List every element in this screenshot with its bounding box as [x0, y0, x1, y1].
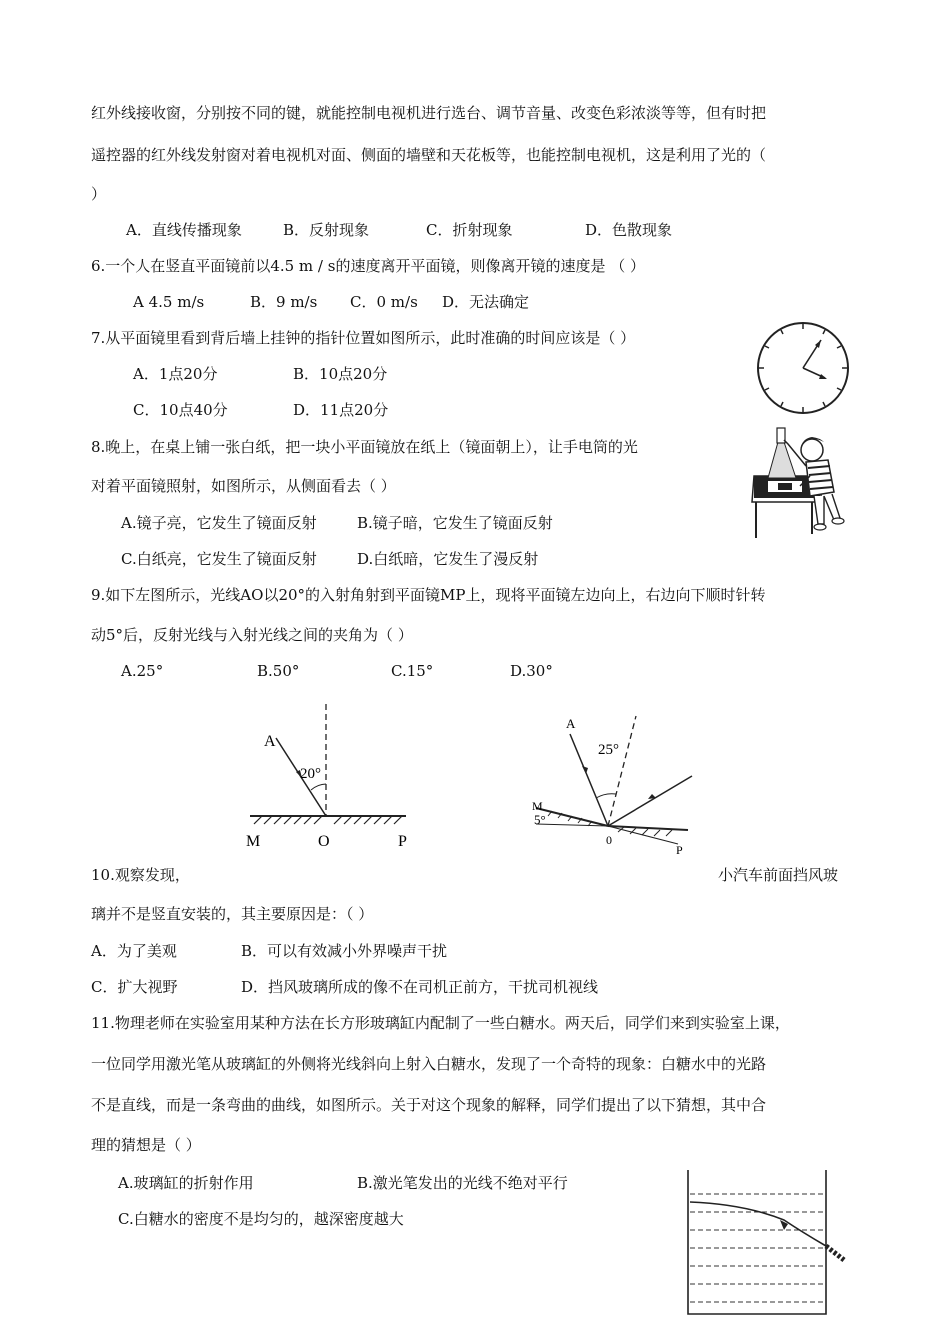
q5-option-a: A．直线传播现象 [126, 221, 242, 239]
q9-left-label-angle: 20° [300, 766, 321, 782]
sugar-water-tank-figure [684, 1168, 856, 1318]
q10-line-1-left: 10.观察发现， [91, 866, 190, 884]
q10-option-b: B．可以有效减小外界噪声干扰 [241, 942, 448, 960]
q8-line-1: 8.晚上，在桌上铺一张白纸，把一块小平面镜放在纸上（镜面朝上），让手电筒的光 [91, 438, 638, 456]
q9-left-diagram [240, 702, 420, 852]
q11-line-4: 理的猜想是（ ） [91, 1136, 201, 1154]
q11-line-3: 不是直线，而是一条弯曲的曲线，如图所示。关于对这个现象的解释，同学们提出了以下猜想，其中合 [91, 1096, 767, 1114]
q10-option-d: D．挡风玻璃所成的像不在司机正前方，干扰司机视线 [241, 978, 599, 996]
boy-flashlight-figure [748, 420, 858, 540]
q9-right-label-a: A [566, 716, 576, 731]
q7-option-b: B．10点20分 [293, 365, 388, 383]
q8-option-d: D.白纸暗，它发生了漫反射 [357, 550, 539, 568]
q6-option-a: A 4.5 m/s [133, 293, 205, 311]
q9-right-label-m: M [532, 799, 543, 813]
q9-line-2: 动5°后，反射光线与入射光线之间的夹角为（ ） [91, 626, 413, 644]
q9-right-diagram [528, 712, 708, 857]
q7-option-d: D．11点20分 [293, 401, 389, 419]
q5-option-b: B．反射现象 [283, 221, 370, 239]
q6-option-d: D．无法确定 [442, 293, 530, 311]
q9-line-1: 9.如下左图所示，光线AO以20°的入射角射到平面镜MP上，现将平面镜左边向上，右边向下顺时针转 [91, 586, 766, 604]
q11-option-b: B.激光笔发出的光线不绝对平行 [357, 1174, 568, 1192]
q5-option-c: C．折射现象 [426, 221, 513, 239]
q6-option-b: B．9 m/s [250, 293, 318, 311]
q5-line-2: 遥控器的红外线发射窗对着电视机对面、侧面的墙壁和天花板等，也能控制电视机，这是利用了光的（ [91, 146, 767, 164]
q6-stem: 6.一个人在竖直平面镜前以4.5 m / s的速度离开平面镜，则像离开镜的速度是 （ ） [91, 257, 645, 275]
q5-line-1: 红外线接收窗，分别按不同的键，就能控制电视机进行选台、调节音量、改变色彩浓淡等等，但有时把 [91, 104, 767, 122]
q9-left-label-p: P [398, 833, 407, 850]
q7-option-a: A．1点20分 [133, 365, 218, 383]
q7-stem: 7.从平面镜里看到背后墙上挂钟的指针位置如图所示，此时准确的时间应该是（ ） [91, 329, 636, 347]
q9-left-label-m: M [246, 833, 261, 850]
q8-option-c: C.白纸亮，它发生了镜面反射 [121, 550, 317, 568]
q10-line-1-right: 小汽车前面挡风玻 [718, 866, 839, 884]
q8-option-a: A.镜子亮，它发生了镜面反射 [121, 514, 317, 532]
q9-option-c: C.15° [391, 662, 434, 680]
q9-option-a: A.25° [121, 662, 164, 680]
q9-option-d: D.30° [510, 662, 553, 680]
q9-right-label-tilt: 5° [534, 812, 546, 827]
q9-right-label-p: P [676, 843, 683, 857]
q5-option-d: D．色散现象 [585, 221, 673, 239]
q6-option-c: C．0 m/s [350, 293, 418, 311]
q8-option-b: B.镜子暗，它发生了镜面反射 [357, 514, 553, 532]
q11-line-1: 11.物理老师在实验室用某种方法在长方形玻璃缸内配制了一些白糖水。两天后，同学们来到实验室上课， [91, 1014, 790, 1032]
q9-option-b: B.50° [257, 662, 300, 680]
q7-option-c: C．10点40分 [133, 401, 228, 419]
clock-figure [753, 318, 853, 418]
q8-line-2: 对着平面镜照射，如图所示，从侧面看去（ ） [91, 477, 396, 495]
q9-left-label-o: O [318, 833, 330, 850]
q11-line-2: 一位同学用激光笔从玻璃缸的外侧将光线斜向上射入白糖水，发现了一个奇特的现象：白糖水中的光路 [91, 1055, 767, 1073]
q10-option-c: C．扩大视野 [91, 978, 178, 996]
q5-line-3: ） [91, 185, 107, 203]
q9-right-label-angle: 25° [598, 742, 619, 758]
q10-line-2: 璃并不是竖直安装的，其主要原因是：（ ） [91, 905, 374, 923]
q11-option-a: A.玻璃缸的折射作用 [118, 1174, 254, 1192]
q10-option-a: A．为了美观 [91, 942, 177, 960]
q9-left-label-a: A [264, 733, 276, 750]
q11-option-c: C.白糖水的密度不是均匀的，越深密度越大 [118, 1210, 404, 1228]
q9-right-label-o: 0 [606, 833, 612, 847]
